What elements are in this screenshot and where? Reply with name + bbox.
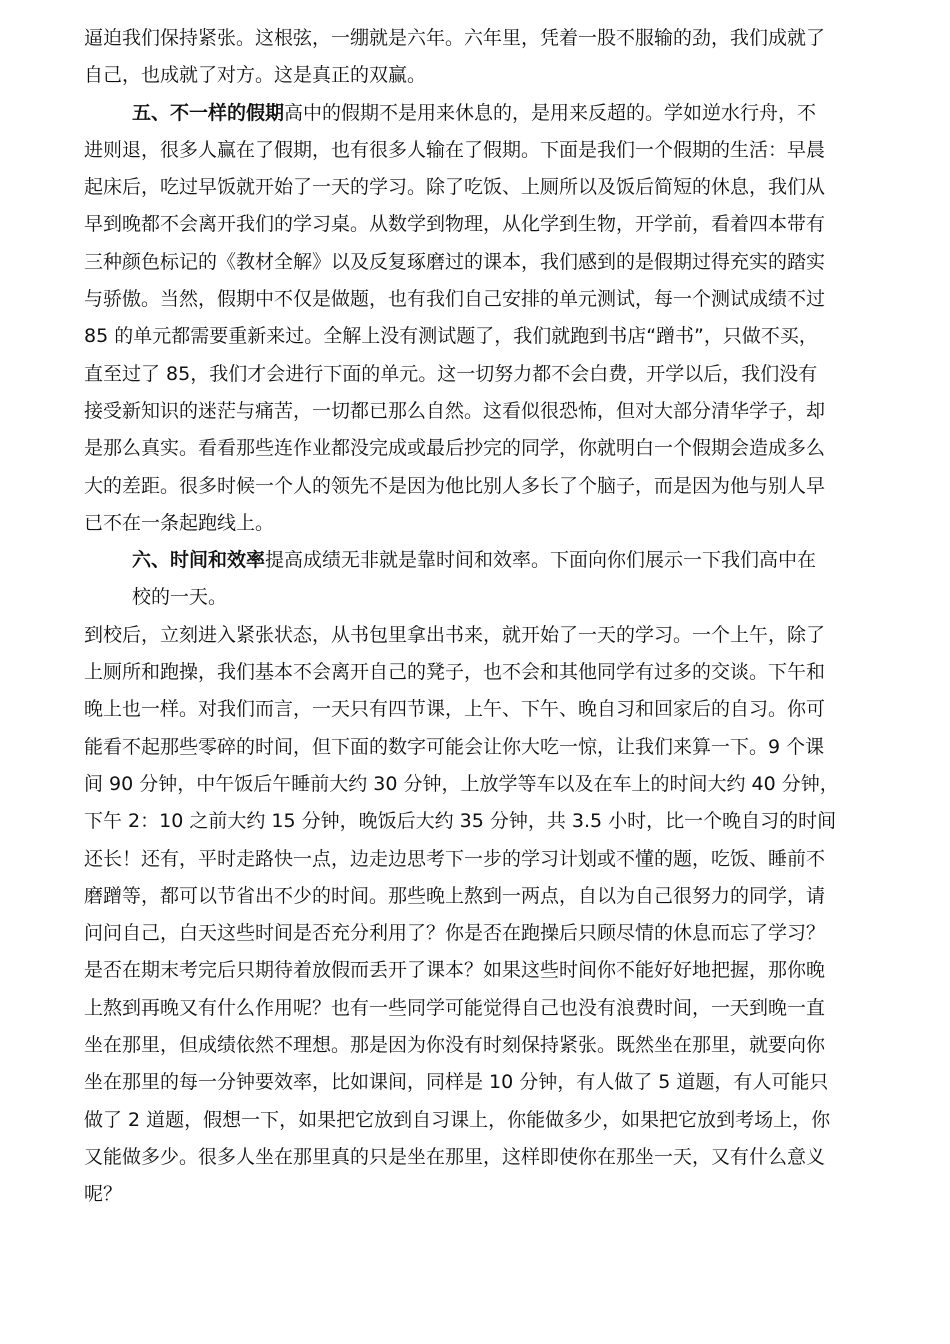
text-line: 坐在那里，但成绩依然不理想。那是因为你没有时刻保持紧张。既然坐在那里，就要向你 — [84, 1034, 826, 1057]
text-line: 间 90 分钟，中午饭后午睡前大约 30 分钟，上放学等车以及在车上的时间大约 40 分钟， — [84, 772, 839, 795]
text-line: 自己，也成就了对方。这是真正的双赢。 — [84, 64, 427, 87]
text-line: 三种颜色标记的《教材全解》以及反复琢磨过的课本，我们感到的是假期过得充实的踏实 — [84, 250, 826, 273]
text-line: 大的差距。很多时候一个人的领先不是因为他比别人多长了个脑子，而是因为他与别人早 — [84, 474, 826, 497]
text-line: 做了 2 道题，假想一下，如果把它放到自习课上，你能做多少，如果把它放到考场上，你 — [84, 1108, 831, 1131]
text-line: 早到晚都不会离开我们的学习桌。从数学到物理，从化学到生物，开学前，看着四本带有 — [84, 213, 826, 236]
section-6-first-line — [84, 542, 920, 579]
text-line: 磨蹭等，都可以节省出不少的时间。那些晚上熬到一两点，自以为自己很努力的同学，请 — [84, 884, 826, 907]
text-line: 还长！还有，平时走路快一点，边走边思考下一步的学习计划或不懂的题，吃饭、睡前不 — [84, 847, 826, 870]
text-line: 与骄傲。当然，假期中不仅是做题，也有我们自己安排的单元测试，每一个测试成绩不过 — [84, 288, 826, 311]
text-line: 85 的单元都需要重新来过。全解上没有测试题了，我们就跑到书店“蹭书”，只做不买， — [84, 325, 818, 348]
text-line: 能看不起那些零碎的时间，但下面的数字可能会让你大吃一惊，让我们来算一下。9 个课 — [84, 735, 825, 758]
text-line: 接受新知识的迷茫与痛苦，一切都已那么自然。这看似很恐怖，但对大部分清华学子，却 — [84, 399, 826, 422]
text-line: 坐在那里的每一分钟要效率，比如课间，同样是 10 分钟，有人做了 5 道题，有人可能只 — [84, 1071, 829, 1094]
text-line: 已不在一条起跑线上。 — [84, 511, 275, 534]
text-line: 上厕所和跑操，我们基本不会离开自己的凳子，也不会和其他同学有过多的交谈。下午和 — [84, 661, 826, 684]
text-line: 晚上也一样。对我们而言，一天只有四节课，上午、下午、晚自习和回家后的自习。你可 — [84, 698, 826, 721]
text-line: 进则退，很多人赢在了假期，也有很多人输在了假期。下面是我们一个假期的生活：早晨 — [84, 138, 826, 161]
section-5-first-line — [84, 95, 920, 132]
text-line: 又能做多少。很多人坐在那里真的只是坐在那里，这样即使你在那坐一天，又有什么意义 — [84, 1145, 826, 1168]
text-line: 是否在期末考完后只期待着放假而丢开了课本？如果这些时间你不能好好地把握，那你晚 — [84, 959, 826, 982]
text-line: 到校后，立刻进入紧张状态，从书包里拿出书来，就开始了一天的学习。一个上午，除了 — [84, 623, 826, 646]
text-line: 逼迫我们保持紧张。这根弦，一绷就是六年。六年里，凭着一股不服输的劲，我们成就了 — [84, 27, 826, 49]
text-line: 下午 2：10 之前大约 15 分钟，晚饭后大约 35 分钟，共 3.5 小时，比一个晚自习的时间 — [84, 810, 837, 833]
text-line: 校的一天。 — [132, 586, 228, 609]
text-line: 是那么真实。看看那些连作业都没完成或最后抄完的同学，你就明白一个假期会造成多么 — [84, 437, 826, 460]
text-line: 直至过了 85，我们才会进行下面的单元。这一切努力都不会白费，开学以后，我们没有 — [84, 362, 818, 385]
section-6-text: 提高成绩无非就是靠时间和效率。下面向你们展示一下我们高中在 — [265, 549, 817, 572]
section-6-heading: 六、时间和效率 — [132, 549, 266, 572]
section-5-text: 高中的假期不是用来休息的，是用来反超的。学如逆水行舟，不 — [284, 101, 817, 124]
document-page — [84, 20, 920, 1214]
text-line: 呢？ — [84, 1183, 123, 1206]
text-line: 上熬到再晚又有什么作用呢？也有一些同学可能觉得自己也没有浪费时间，一天到晚一直 — [84, 996, 826, 1019]
text-line: 问问自己，白天这些时间是否充分利用了？你是否在跑操后只顾尽情的休息而忘了学习？ — [84, 922, 826, 945]
text-line: 起床后，吃过早饭就开始了一天的学习。除了吃饭、上厕所以及饭后简短的休息，我们从 — [84, 176, 826, 199]
section-5-heading: 五、不一样的假期 — [132, 101, 285, 124]
